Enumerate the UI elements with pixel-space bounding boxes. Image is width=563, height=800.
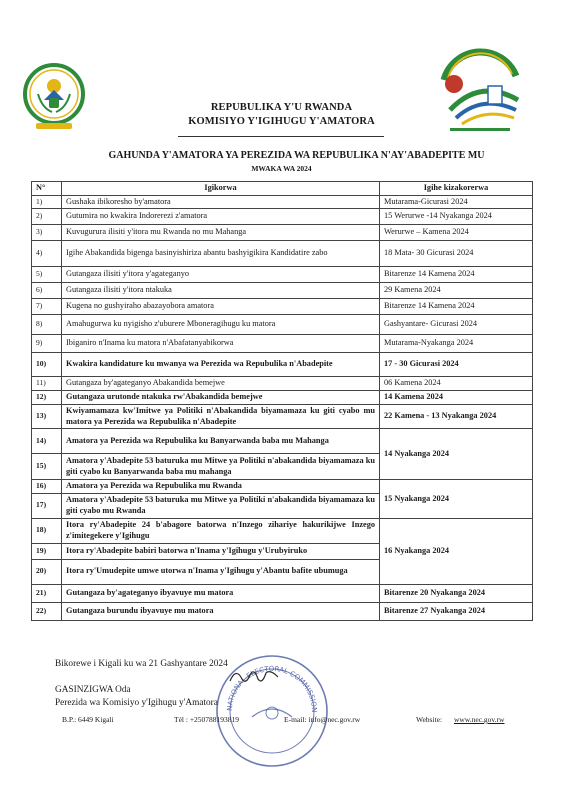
table-row: [32, 518, 533, 543]
row-period: 15 Werurwe -14 Nyakanga 2024: [380, 209, 533, 225]
row-activity: Gutangaza urutonde ntakuka rw'Abakandida bemejwe: [62, 391, 380, 405]
table-row: [32, 335, 533, 353]
handwritten-signature: [228, 665, 280, 687]
row-number: 19): [32, 543, 62, 559]
header-activity: Igikorwa: [62, 182, 380, 196]
row-activity: Itora ry'Abadepite 24 b'abagore batorwa n'Inzego zihariye hakurikijwe Inzego z'imitegekere y'Igihugu: [62, 518, 380, 543]
row-number: 20): [32, 559, 62, 584]
row-period: 14 Nyakanga 2024: [380, 429, 533, 480]
row-number: 1): [32, 195, 62, 209]
row-period: 29 Kamena 2024: [380, 283, 533, 299]
row-activity: Kwiyamamaza kw'Imitwe ya Politiki n'Abakandida biyamamaza ku giti cyabo mu matora ya Perezida wa Repubulika n'Abadepite: [62, 405, 380, 429]
row-number: 17): [32, 493, 62, 518]
table-row: [32, 209, 533, 225]
row-number: 6): [32, 283, 62, 299]
row-number: 2): [32, 209, 62, 225]
row-period: 18 Mata- 30 Gicurasi 2024: [380, 241, 533, 267]
row-activity: Gutangaza by'agateganyo Abakandida bemejwe: [62, 377, 380, 391]
row-activity: Amatora y'Abadepite 53 baturuka mu Mitwe ya Politiki n'abakandida biyamamaza ku giti cyabo ku Banyarwanda baba mu mahanga: [62, 454, 380, 480]
row-number: 15): [32, 454, 62, 480]
row-number: 22): [32, 602, 62, 620]
table-row: [32, 241, 533, 267]
row-period: 17 - 30 Gicurasi 2024: [380, 353, 533, 377]
signature-place-date: Bikorewe i Kigali ku wa 21 Gashyantare 2024: [55, 659, 228, 669]
row-period: Bitarenze 14 Kamena 2024: [380, 299, 533, 315]
row-activity: Gutangaza burundu ibyavuye mu matora: [62, 602, 380, 620]
signatory-name: GASINZIGWA Oda: [55, 685, 131, 695]
table-header-row: [32, 182, 533, 196]
row-activity: Gutangaza ilisiti y'itora y'agateganyo: [62, 267, 380, 283]
row-activity: Gushaka ibikoresho by'amatora: [62, 195, 380, 209]
header-number: N°: [32, 182, 62, 196]
row-activity: Ibiganiro n'Inama ku matora n'Abafatanyabikorwa: [62, 335, 380, 353]
row-period: Werurwe – Kamena 2024: [380, 225, 533, 241]
footer-email[interactable]: E-mail: info@nec.gov.rw: [284, 715, 361, 724]
row-period: 14 Kamena 2024: [380, 391, 533, 405]
row-activity: Kuvugurura ilisiti y'itora mu Rwanda no mu Mahanga: [62, 225, 380, 241]
footer-website-label: Website:: [416, 715, 443, 724]
row-activity: Kwakira kandidature ku mwanya wa Perezida wa Repubulika n'Abadepite: [62, 353, 380, 377]
row-period: 06 Kamena 2024: [380, 377, 533, 391]
row-number: 7): [32, 299, 62, 315]
table-row: [32, 405, 533, 429]
row-activity: Gutangaza by'agateganyo ibyavuye mu matora: [62, 584, 380, 602]
stamp-text: NATIONAL ELECTORAL COMMISSION: [225, 664, 319, 713]
row-period: 16 Nyakanga 2024: [380, 518, 533, 584]
row-number: 3): [32, 225, 62, 241]
row-activity: Igihe Abakandida bigenga basinyishiriza abantu bashyigikira Kandidatire zabo: [62, 241, 380, 267]
row-activity: Itora ry'Umudepite umwe utorwa n'Inama y'Igihugu y'Abantu bafite ubumuga: [62, 559, 380, 584]
table-row: [32, 353, 533, 377]
table-row: [32, 299, 533, 315]
table-row: [32, 429, 533, 454]
footer-website-link[interactable]: www.nec.gov.rw: [454, 715, 505, 724]
signatory-role: Perezida wa Komisiyo y'Igihugu y'Amatora: [55, 698, 218, 708]
row-activity: Itora ry'Abadepite babiri batorwa n'Inama y'Igihugu y'Urubyiruko: [62, 543, 380, 559]
table-row: [32, 267, 533, 283]
row-number: 18): [32, 518, 62, 543]
footer-phone: Tél : +250788193819: [174, 715, 240, 724]
row-period: Gashyantare- Gicurasi 2024: [380, 315, 533, 335]
footer-po-box: B.P.: 6449 Kigali: [62, 715, 114, 724]
header-country: REPUBULIKA Y'U RWANDA: [210, 102, 353, 113]
row-number: 12): [32, 391, 62, 405]
table-row: [32, 283, 533, 299]
row-number: 5): [32, 267, 62, 283]
document-title: GAHUNDA Y'AMATORA YA PEREZIDA WA REPUBULIKA N'AY'ABADEPITE MU: [108, 150, 485, 161]
table-row: [32, 480, 533, 494]
header-divider: [178, 136, 384, 137]
row-activity: Amahugurwa ku nyigisho z'uburere Mboneragihugu ku matora: [62, 315, 380, 335]
row-activity: Kugena no gushyiraho abazayobora amatora: [62, 299, 380, 315]
header-period: Igihe kizakorerwa: [380, 182, 533, 196]
row-activity: Amatora ya Perezida wa Repubulika mu Rwanda: [62, 480, 380, 494]
table-row: [32, 391, 533, 405]
row-activity: Gutangaza ilisiti y'itora ntakuka: [62, 283, 380, 299]
row-number: 13): [32, 405, 62, 429]
row-activity: Amatora ya Perezida wa Repubulika ku Banyarwanda baba mu Mahanga: [62, 429, 380, 454]
document-subtitle: MWAKA WA 2024: [251, 164, 312, 173]
table-row: [32, 602, 533, 620]
row-period: Mutarama-Nyakanga 2024: [380, 335, 533, 353]
row-period: Bitarenze 20 Nyakanga 2024: [380, 584, 533, 602]
row-period: 22 Kamena - 13 Nyakanga 2024: [380, 405, 533, 429]
row-number: 8): [32, 315, 62, 335]
table-row: [32, 584, 533, 602]
row-number: 11): [32, 377, 62, 391]
row-activity: Gutumira no kwakira Indorerezi z'amatora: [62, 209, 380, 225]
schedule-table: [31, 181, 533, 621]
row-number: 4): [32, 241, 62, 267]
row-period: 15 Nyakanga 2024: [380, 480, 533, 519]
row-number: 14): [32, 429, 62, 454]
row-activity: Amatora y'Abadepite 53 baturuka mu Mitwe ya Politiki n'abakandida biyamamaza ku giti cyabo mu Rwanda: [62, 493, 380, 518]
row-number: 9): [32, 335, 62, 353]
row-period: Bitarenze 27 Nyakanga 2024: [380, 602, 533, 620]
row-period: Mutarama-Gicurasi 2024: [380, 195, 533, 209]
row-number: 10): [32, 353, 62, 377]
table-row: [32, 225, 533, 241]
table-row: [32, 195, 533, 209]
letterhead: [0, 101, 563, 129]
row-number: 16): [32, 480, 62, 494]
table-row: [32, 377, 533, 391]
header-institution: KOMISIYO Y'IGIHUGU Y'AMATORA: [188, 116, 375, 127]
table-row: [32, 315, 533, 335]
row-number: 21): [32, 584, 62, 602]
row-period: Bitarenze 14 Kamena 2024: [380, 267, 533, 283]
